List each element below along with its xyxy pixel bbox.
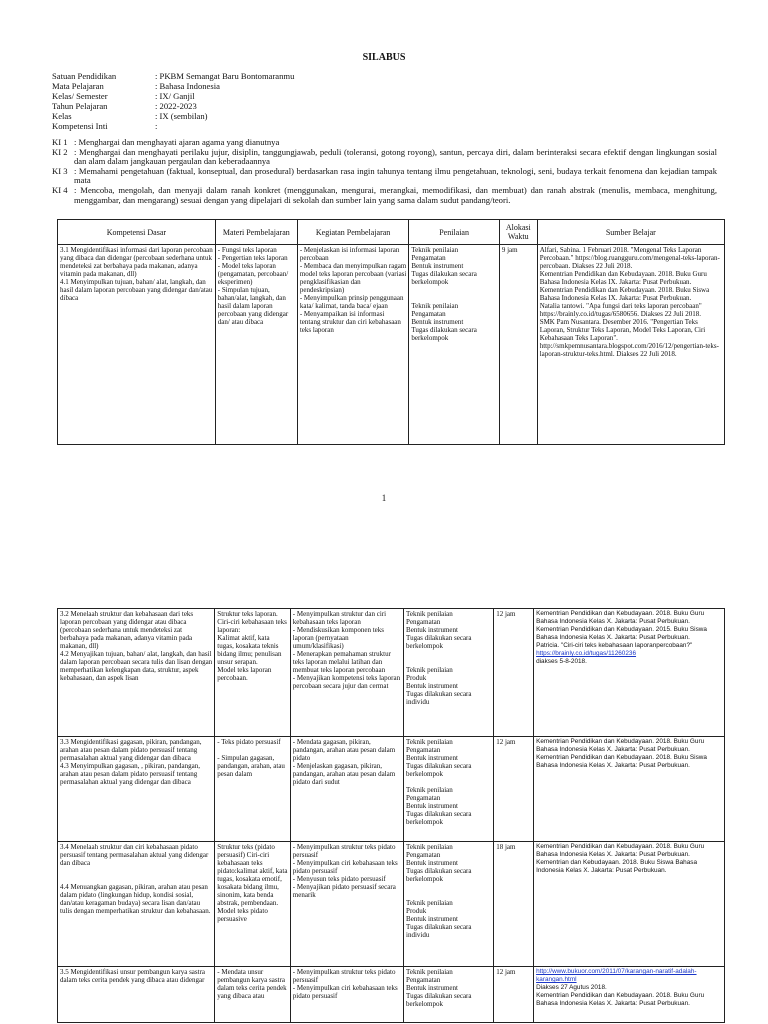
cell-kegiatan-line: - Membaca dan menyimpulkan ragam model teks laporan percobaan (variasi pengklasifikasian dan pendeskripsian) <box>299 262 407 294</box>
table-row <box>58 609 725 737</box>
cell-penilaian-line: Pengamatan <box>406 976 441 984</box>
cell-waktu-line: 9 jam <box>501 246 518 254</box>
cell-kd-line: 4.4 Menuangkan gagasan, pikiran, arahan atau pesan dalam pidato (lingkungan hidup, kondisi sosial, dan/atau keragaman budaya) secara lisan dan/atau tulis dengan memperhatikan struktur dan kebahasaan. <box>60 883 211 915</box>
cell-penilaian-line <box>406 778 491 786</box>
info-value: : <box>155 120 158 131</box>
cell-kegiatan-line: - Menyimpulkan ciri kebahasaan teks pidato persuasif <box>292 859 398 875</box>
cell-penilaian-line: Bentuk instrument <box>406 802 458 810</box>
cell-penilaian <box>404 609 494 737</box>
cell-kegiatan-line: - Menyimpulkan struktur dan ciri kebahasaan teks laporan <box>292 610 387 626</box>
cell-sumber <box>534 737 725 842</box>
cell-penilaian <box>409 245 499 445</box>
cell-kegiatan-line: - Menyusun teks pidato persuasif <box>292 875 386 883</box>
cell-kegiatan-line: - Menyimpulkan struktur teks pidato persuasif <box>292 843 396 859</box>
source-entry: Kementrian dan Kebudayaan. 2018. Buku Siswa Bahasa Indonesia Kelas X. Jakarta: Pusat Perbukuan. <box>536 859 698 874</box>
cell-penilaian-line: Teknik penilaian <box>406 899 453 907</box>
cell-penilaian-line: Teknik penilaian <box>406 843 453 851</box>
cell-materi-line: - Fungsi teks laporan <box>217 246 277 254</box>
cell-penilaian-line: Tugas dilakukan secara berkelompok <box>406 634 472 650</box>
cell-materi-line: - Simpulan gagasan, pandangan, arahan, atau pesan dalam <box>217 754 285 778</box>
cell-kegiatan-line: - Menyimpulkan prinsip penggunaan kata/ kalimat, tanda baca/ ejaan <box>299 294 404 310</box>
cell-kd-line: 3.5 Mengidentifikasi unsur pembangun karya sastra dalam teks cerita pendek yang dibaca atau didengar <box>60 968 206 984</box>
cell-sumber-line: Kementrian Pendidikan dan Kebudayaan. 2018. Buku Siswa Bahasa Indonesia Kelas IX. Jakarta: Pusat Perbukuan. <box>539 286 710 302</box>
cell-materi <box>215 737 291 842</box>
ki-text: : Menghargai dan menghayati ajaran agama yang dianutnya <box>74 137 280 147</box>
cell-materi <box>215 842 291 967</box>
cell-penilaian-line: Bentuk instrument <box>411 262 464 270</box>
source-link[interactable]: http://www.bukuor.com/2011/07/karangan-naratif-adalah-karangan.html <box>536 968 697 983</box>
cell-sumber-line: Natalia tantowi. "Apa fungsi dari teks laporan percobaan" https://brainly.co.id/tugas/6580656. Diakses 22 Juli 2018. <box>539 302 702 318</box>
info-value: : Bahasa Indonesia <box>155 80 220 91</box>
cell-penilaian-line: Teknik penilaian <box>406 738 453 746</box>
cell-kd-line <box>60 867 212 875</box>
cell-kegiatan <box>297 245 409 445</box>
cell-penilaian-line <box>411 294 496 302</box>
cell-penilaian-line: Produk <box>406 907 427 915</box>
cell-waktu <box>499 245 537 445</box>
cell-kd <box>58 609 215 737</box>
page-number: 1 <box>381 493 387 503</box>
cell-sumber-line: Alfari, Sabina. 1 Februari 2018. "Mengenal Teks Laporan Percobaan." https://blog.ruangguru.com/mengenal-teks-laporan-percobaan. Diakses 22 Juli 2018. <box>539 246 720 270</box>
cell-penilaian-line <box>406 658 491 666</box>
cell-penilaian-line: Pengamatan <box>411 310 446 318</box>
identity-block <box>52 72 294 131</box>
cell-penilaian-line: Tugas dilakukan secara berkelompok <box>406 762 472 778</box>
info-value: : IX/ Ganjil <box>155 90 195 101</box>
cell-kegiatan <box>290 842 403 967</box>
cell-kegiatan-line: - Mendata gagasan, pikiran, pandangan, arahan atau pesan dalam pidato <box>292 738 396 762</box>
cell-kegiatan-line: - Menyajikan pidato persuasif secara menarik <box>292 883 396 899</box>
cell-sumber-line: SMK Pam Nusantara. Desember 2016. "Pengertian Teks Laporan, Struktur Teks Laporan, Model Teks Laporan, Ciri Kebahasaan Teks Laporan". http://smkpemnusantara.blogspot.com/2016/12/pengertian-teks-laporan-struktur-teks.html. Diakses 22 Juli 2018. <box>539 318 719 358</box>
cell-kegiatan-line: - Menjelaskan isi informasi laporan percobaan <box>299 246 400 262</box>
core-competencies <box>52 138 717 205</box>
source-link[interactable]: https://brainly.co.id/tugas/11260236 <box>536 650 637 657</box>
cell-materi-line: Kalimat aktif, kata tugas, kosakata teknis bidang ilmu; penulisan unsur serapan. <box>217 634 282 666</box>
ki-label: KI 4 <box>52 184 68 195</box>
cell-kd <box>58 737 215 842</box>
cell-kegiatan-line: - Menjelaskan gagasan, pikiran, pandangan, arahan atau pesan dalam pidato dari sudut <box>292 762 396 786</box>
cell-penilaian-line: Tugas dilakukan secara berkelompok <box>411 270 477 286</box>
cell-penilaian-line: Tugas dilakukan secara berkelompok <box>406 867 472 883</box>
cell-waktu-line: 12 jam <box>496 738 516 746</box>
cell-materi <box>215 245 297 445</box>
cell-materi-line: - Simpulan tujuan, bahan/alat, langkah, dan hasil dalam laporan percobaan yang didengar dan/ atau dibaca <box>217 286 289 326</box>
cell-materi-line <box>217 746 288 754</box>
header-row <box>58 220 725 245</box>
cell-materi-line: Model teks pidato persuasive <box>217 907 268 923</box>
cell-kegiatan-line: - Menerapkan pemahaman struktur teks laporan melalui latihan dan membuat teks laporan percobaan <box>292 650 391 674</box>
info-key: Kompetensi Inti <box>52 120 108 131</box>
cell-materi-line: - Model teks laporan (pengamatan, percobaan/ eksperimen) <box>217 262 289 286</box>
source-entry: Patricia. "Ciri-ciri teks kebahasaan laporanpercobaan?" <box>536 642 693 649</box>
cell-penilaian-line: Tugas dilakukan secara berkelompok <box>406 992 472 1008</box>
cell-penilaian-line: Bentuk instrument <box>406 626 458 634</box>
cell-waktu-line: 18 jam <box>496 843 516 851</box>
cell-materi-line: Ciri-ciri kebahasaan teks laporan: <box>217 618 287 634</box>
cell-kd <box>58 842 215 967</box>
ki-item <box>52 186 717 205</box>
cell-kd <box>58 245 216 445</box>
cell-penilaian-line: Bentuk instrument <box>406 915 458 923</box>
cell-materi-line: Struktur teks (pidato persuasif) Ciri-ciri kebahasaan teks pidato:kalimat aktif, kata tugas, kosakata emotif, kosakata bidang ilmu, sinonim, kata benda abstrak, pembendaan. <box>217 843 288 907</box>
cell-kegiatan <box>290 967 403 1023</box>
cell-penilaian-line: Pengamatan <box>411 254 446 262</box>
cell-waktu <box>494 967 534 1023</box>
info-key: Kelas <box>52 110 72 121</box>
info-value: : 2022-2023 <box>155 100 197 111</box>
source-entry: Kementrian Pendidikan dan Kebudayaan. 2015. Buku Siswa Bahasa Indonesia Kelas X. Jakarta: Pusat Perbukuan. <box>536 626 707 641</box>
cell-sumber <box>534 609 725 737</box>
cell-materi-line: - Pengertian teks laporan <box>217 254 288 262</box>
source-entry: Kementrian Pendidikan dan Kebudayaan. 2018. Buku Guru Bahasa Indonesia Kelas X. Jakarta: Pusat Perbukuan. <box>536 843 705 858</box>
cell-sumber <box>537 245 724 445</box>
cell-penilaian-line: Tugas dilakukan secara berkelompok <box>411 326 477 342</box>
cell-penilaian-line <box>406 650 491 658</box>
source-entry: diakses 5-8-2018. <box>536 658 587 665</box>
cell-penilaian-line: Bentuk instrument <box>406 754 458 762</box>
header-materi: Materi Pembelajaran <box>215 220 297 245</box>
ki-item <box>52 148 717 167</box>
cell-penilaian <box>404 842 494 967</box>
cell-sumber <box>534 842 725 967</box>
cell-penilaian-line: Tugas dilakukan secara individu <box>406 690 472 706</box>
cell-penilaian-line <box>406 891 491 899</box>
cell-penilaian-line <box>411 286 496 294</box>
ki-text: : Memahami pengetahuan (faktual, konseptual, dan prosedural) berdasarkan rasa ingin tahunya tentang ilmu pengetahuan, teknologi, seni, budaya terkait fenomena dan kejadian tampak mata <box>74 165 717 186</box>
cell-kegiatan-line: - Menyimpulkan ciri kebahasaan teks pidato persuasif <box>292 984 398 1000</box>
cell-kegiatan-line: - Menyampaikan isi informasi tentang struktur dan ciri kebahasaan teks laporan <box>299 310 401 334</box>
cell-kd-line: 3.3 Mengidentifikasi gagasan, pikiran, pandangan, arahan atau pesan dalam pidato persuasif tentang permasalahan aktual yang didengar dan dibaca <box>60 738 202 762</box>
cell-kd-line: 4.3 Menyimpulkan gagasan, , pikiran, pandangan, arahan atau pesan dalam pidato persuasif tentang permasalahan aktual yang didengar dan dibaca <box>60 762 200 786</box>
header-kegiatan: Kegiatan Pembelajaran <box>297 220 409 245</box>
cell-kd-line: 3.2 Menelaah struktur dan kebahasaan dari teks laporan percobaan yang didengar atau dibaca (percobaan sederhana untuk mendeteksi zat berbahaya pada makanan, adanya vitamin pada makanan, dll) <box>60 610 194 650</box>
source-entry: Kementrian Pendidikan dan Kebudayaan. 2018. Buku Guru Bahasa Indonesia Kelas X. Jakarta: Pusat Perbukuan. <box>536 610 705 625</box>
cell-waktu-line: 12 jam <box>496 968 516 976</box>
info-value: : IX (sembilan) <box>155 110 208 121</box>
cell-kegiatan-line: - Menyajikan kompetensi teks laporan percobaan secara jujur dan cermat <box>292 674 401 690</box>
cell-materi-line: Model teks laporan percobaan. <box>217 666 272 682</box>
cell-penilaian-line: Tugas dilakukan secara berkelompok <box>406 810 472 826</box>
ki-text: : Mencoba, mengolah, dan menyaji dalam ranah konkret (menggunakan, mengurai, merangkai, memodifikasi, dan membuat) dan ranah abstrak (menulis, membaca, menghitung, menggambar, dan mengarang) sesuai dengan yang dipelajari di sekolah dan sumber lain yang sama dalam sudut pandang/teori. <box>74 184 717 205</box>
table-row <box>58 245 725 445</box>
info-row <box>52 122 294 132</box>
cell-penilaian-line: Tugas dilakukan secara individu <box>406 923 472 939</box>
cell-penilaian-line: Produk <box>406 674 427 682</box>
syllabus-table-2 <box>57 608 725 1023</box>
cell-kd-line <box>60 875 212 883</box>
source-entry: Kementrian Pendidikan dan Kebudayaan. 2018. Buku Guru Bahasa Indonesia Kelas X. Jakarta: Pusat Perbukuan. <box>536 738 705 753</box>
cell-penilaian <box>404 967 494 1023</box>
cell-kegiatan-line: - Mendiskusikan komponen teks laporan (pernyataan umum/klasifikasi) <box>292 626 384 650</box>
cell-penilaian-line: Pengamatan <box>406 794 441 802</box>
cell-penilaian-line: Bentuk instrument <box>411 318 464 326</box>
cell-waktu <box>494 609 534 737</box>
cell-kegiatan-line: - Menyimpulkan struktur teks pidato persuasif <box>292 968 396 984</box>
cell-penilaian <box>404 737 494 842</box>
cell-penilaian-line <box>406 883 491 891</box>
table-row <box>58 967 725 1023</box>
cell-materi-line: - Mendata unsur pembangun karya sastra dalam teks cerita pendek yang dibaca atau <box>217 968 287 1000</box>
cell-waktu <box>494 737 534 842</box>
cell-penilaian-line: Bentuk instrument <box>406 984 458 992</box>
ki-label: KI 3 <box>52 165 68 176</box>
cell-waktu <box>494 842 534 967</box>
header-alokasi: Alokasi Waktu <box>499 220 537 245</box>
cell-kd-line: 4.2 Menyajikan tujuan, bahan/ alat, langkah, dan hasil dalam laporan percobaan secara tulis dan lisan dengan memperhatikan kelengkapan data, struktur, aspek kebahasaan, dan aspek lisan <box>60 650 213 682</box>
info-key: Kelas/ Semester <box>52 90 108 101</box>
ki-text: : Menghargai dan menghayati perilaku jujur, disiplin, tanggungjawab, peduli (toleransi, gotong royong), santun, percaya diri, dalam berinteraksi secara efektif dengan lingkungan sosial dan alam dalam jangkauan pergaulan dan keberadaannya <box>74 146 717 167</box>
cell-sumber <box>534 967 725 1023</box>
ki-label: KI 1 <box>52 137 68 147</box>
source-entry: Diakses 27 Agutus 2018. <box>536 984 607 991</box>
cell-materi <box>215 609 291 737</box>
cell-penilaian-line: Teknik penilaian <box>411 246 459 254</box>
cell-penilaian-line: Bentuk instrument <box>406 859 458 867</box>
cell-penilaian-line: Teknik penilaian <box>411 302 459 310</box>
cell-materi-line: - Teks pidato persuasif <box>217 738 281 746</box>
cell-penilaian-line: Teknik penilaian <box>406 968 453 976</box>
cell-kegiatan <box>290 737 403 842</box>
cell-penilaian-line: Teknik penilaian <box>406 610 453 618</box>
cell-penilaian-line: Pengamatan <box>406 618 441 626</box>
header-sumber: Sumber Belajar <box>537 220 724 245</box>
cell-kd-line: 3.1 Mengidentifikasi informasi dari laporan percobaan yang dibaca dan didengar (percobaan sederhana untuk mendeteksi zat berbahaya pada makanan, adanya vitamin pada makanan, dll) <box>60 246 213 278</box>
info-key: Satuan Pendidikan <box>52 71 117 81</box>
cell-waktu-line: 12 jam <box>496 610 516 618</box>
table-row <box>58 737 725 842</box>
header-penilaian: Penilaian <box>409 220 499 245</box>
document-title: SILABUS <box>362 52 406 63</box>
cell-kegiatan <box>290 609 403 737</box>
source-entry: Kementrian Pendidikan dan Kebudayaan. 2018. Buku Guru Bahasa Indonesia Kelas X. Jakarta: Pusat Perbukuan. <box>536 992 705 1007</box>
cell-kd-line: 3.4 Menelaah struktur dan ciri kebahasaan pidato persuasif tentang permasalahan aktual yang didengar dan dibaca <box>60 843 209 867</box>
cell-penilaian-line: Bentuk instrument <box>406 682 458 690</box>
cell-penilaian-line: Teknik penilaian <box>406 666 453 674</box>
source-entry: Kementrian Pendidikan dan Kebudayaan. 2018. Buku Siswa Bahasa Indonesia Kelas X. Jakarta: Pusat Perbukuan. <box>536 754 707 769</box>
cell-materi <box>215 967 291 1023</box>
ki-item <box>52 167 717 186</box>
ki-label: KI 2 <box>52 146 68 157</box>
cell-penilaian-line: Teknik penilaian <box>406 786 453 794</box>
info-key: Mata Pelajaran <box>52 80 104 91</box>
syllabus-table-1 <box>57 219 725 445</box>
info-value: : PKBM Semangat Baru Bontomaranmu <box>155 71 295 81</box>
cell-kd-line: 4.1 Menyimpulkan tujuan, bahan/ alat, langkah, dan hasil dalam laporan percobaan yang didengar dan/atau dibaca <box>60 278 213 302</box>
table-row <box>58 842 725 967</box>
cell-penilaian-line: Pengamatan <box>406 851 441 859</box>
cell-kd <box>58 967 215 1023</box>
cell-materi-line: Struktur teks laporan. <box>217 610 278 618</box>
info-key: Tahun Pelajaran <box>52 100 108 111</box>
cell-sumber-line: Kementrian Pendidikan dan Kebudayaan. 2018. Buku Guru Bahasa Indonesia Kelas IX. Jakarta: Pusat Perbukuan. <box>539 270 707 286</box>
cell-penilaian-line: Pengamatan <box>406 746 441 754</box>
header-kompetensi-dasar: Kompetensi Dasar <box>58 220 216 245</box>
